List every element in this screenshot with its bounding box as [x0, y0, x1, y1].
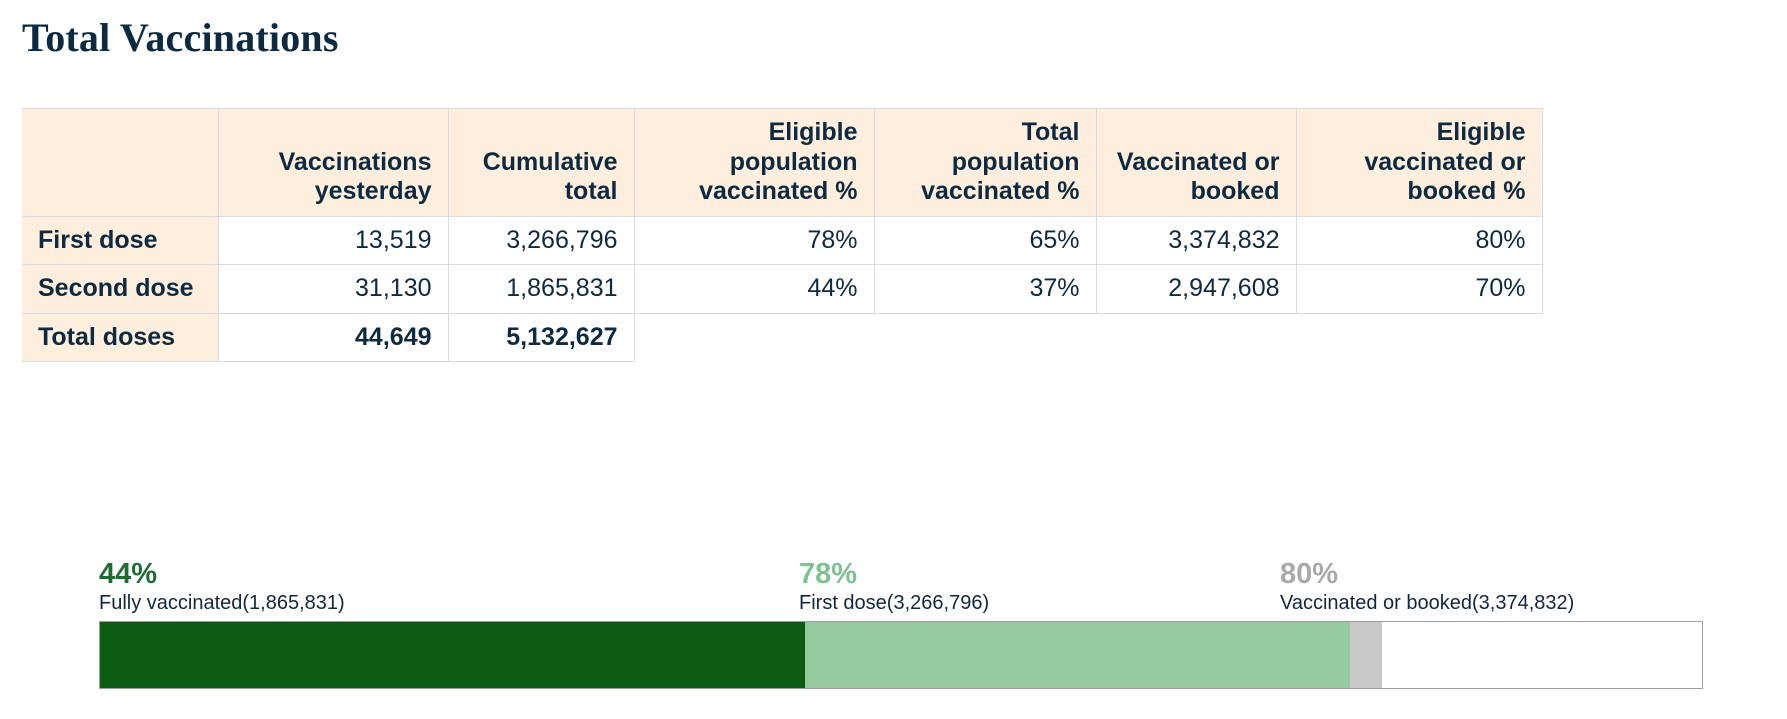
- table-row: [22, 265, 1542, 314]
- vaccination-dashboard-page: [0, 14, 1787, 719]
- cell-total-doses-eligible-booked-pct-empty: [1296, 313, 1542, 362]
- table-corner-cell: [22, 109, 218, 217]
- cell-second-dose-yesterday: 31,130: [218, 265, 448, 314]
- legend-fully-vaccinated-caption: Fully vaccinated(1,865,831): [99, 592, 345, 615]
- table-header-row: [22, 109, 1542, 217]
- column-header-cumulative-total: Cumulative total: [448, 109, 634, 217]
- table-row: [22, 216, 1542, 265]
- cell-first-dose-eligible-pct: 78%: [634, 216, 874, 265]
- progress-bar-track: [99, 621, 1703, 689]
- row-header-second-dose: Second dose: [22, 265, 218, 314]
- cell-second-dose-eligible-booked-pct: 70%: [1296, 265, 1542, 314]
- table-body: [22, 216, 1542, 362]
- column-header-vaccinated-or-booked: Vaccinated or booked: [1096, 109, 1296, 217]
- cell-first-dose-yesterday: 13,519: [218, 216, 448, 265]
- legend-vaccinated-or-booked-caption: Vaccinated or booked(3,374,832): [1280, 592, 1575, 615]
- cell-second-dose-eligible-pct: 44%: [634, 265, 874, 314]
- legend-vaccinated-or-booked: [1280, 559, 1574, 614]
- cell-first-dose-cumulative: 3,266,796: [448, 216, 634, 265]
- cell-total-doses-total-pop-pct-empty: [874, 313, 1096, 362]
- progress-bar-legend: [99, 559, 1703, 621]
- legend-first-dose: [799, 559, 989, 614]
- progress-segment-fully-vaccinated: [100, 622, 805, 688]
- legend-first-dose-pct: 78%: [799, 558, 858, 590]
- table-row: [22, 313, 1542, 362]
- legend-first-dose-caption: First dose(3,266,796): [799, 592, 990, 615]
- row-header-total-doses: Total doses: [22, 313, 218, 362]
- column-header-total-population-vaccinated-pct: Total population vaccinated %: [874, 109, 1096, 217]
- cell-first-dose-vaccinated-or-booked: 3,374,832: [1096, 216, 1296, 265]
- legend-fully-vaccinated: [99, 559, 345, 614]
- cell-second-dose-total-pop-pct: 37%: [874, 265, 1096, 314]
- cell-first-dose-total-pop-pct: 65%: [874, 216, 1096, 265]
- cell-first-dose-eligible-booked-pct: 80%: [1296, 216, 1542, 265]
- cell-second-dose-cumulative: 1,865,831: [448, 265, 634, 314]
- row-header-first-dose: First dose: [22, 216, 218, 265]
- table-header: [22, 109, 1542, 217]
- total-vaccinations-table: [22, 108, 1543, 362]
- legend-vaccinated-or-booked-pct: 80%: [1280, 558, 1339, 590]
- column-header-eligible-population-vaccinated-pct: Eligible population vaccinated %: [634, 109, 874, 217]
- page-title: Total Vaccinations: [22, 15, 339, 60]
- cell-total-doses-yesterday: 44,649: [218, 313, 448, 362]
- cell-total-doses-cumulative: 5,132,627: [448, 313, 634, 362]
- legend-fully-vaccinated-pct: 44%: [99, 558, 158, 590]
- vaccination-progress-chart: [99, 559, 1703, 689]
- cell-total-doses-eligible-pct-empty: [634, 313, 874, 362]
- total-vaccinations-table-wrapper: [22, 108, 1765, 362]
- column-header-eligible-vaccinated-or-booked-pct: Eligible vaccinated or booked %: [1296, 109, 1542, 217]
- cell-second-dose-vaccinated-or-booked: 2,947,608: [1096, 265, 1296, 314]
- cell-total-doses-vaccinated-or-booked-empty: [1096, 313, 1296, 362]
- column-header-vaccinations-yesterday: Vaccinations yesterday: [218, 109, 448, 217]
